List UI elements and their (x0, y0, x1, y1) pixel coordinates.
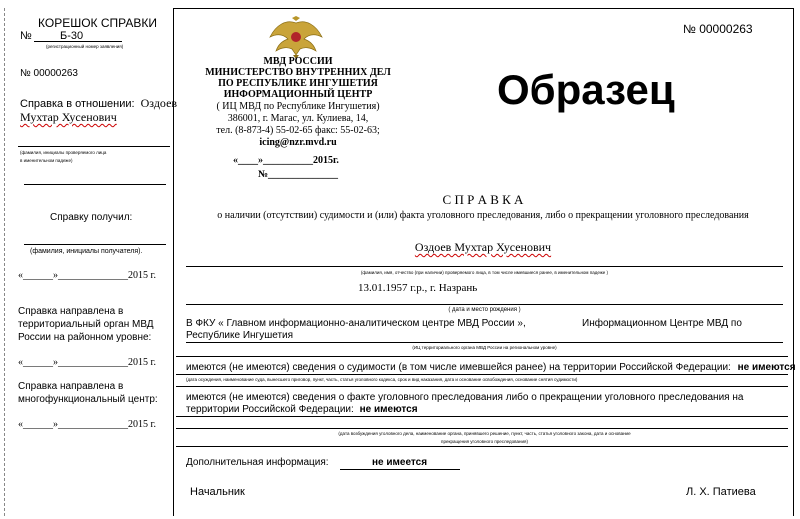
stub-title: КОРЕШОК СПРАВКИ (38, 16, 157, 30)
stub-date-3: «______»______________2015 г. (18, 419, 156, 430)
prosecution-text2 (186, 404, 418, 415)
header-org (190, 56, 406, 100)
eagle-emblem-icon (268, 15, 324, 59)
prosecution-line2 (176, 428, 788, 429)
stub-received-line (24, 244, 166, 245)
additional-line (340, 469, 460, 470)
stub-sent-mfc: Справка направлена в многофункциональный центр: (18, 381, 158, 405)
stub-regarding-line (18, 146, 170, 147)
birth-line (186, 304, 783, 305)
stub-regarding-surname: Оздоев (140, 96, 178, 110)
to-line-a: В ФКУ « Главном информационно-аналитическом центре МВД России », (186, 318, 526, 329)
prosecution-caption2: прекращения уголовного преследования) (441, 439, 528, 444)
header-phones: тел. (8-873-4) 55-02-65 факс: 55-02-63; (216, 125, 380, 136)
stub-regarding-line2 (24, 184, 166, 185)
certificate-title: С П Р А В К А (442, 192, 524, 207)
birth-info: 13.01.1957 г.р., г. Назрань (358, 282, 478, 294)
header-doc-number: № 00000263 (683, 22, 753, 36)
conviction-top-line (176, 356, 788, 357)
stub-regarding-given: Мухтар Хусенович (20, 110, 117, 124)
additional-label: Дополнительная информация: (186, 457, 329, 468)
stub-number-caption: (регистрационный номер заявления) (46, 44, 124, 49)
prosecution-line1 (176, 416, 788, 417)
stub-received-caption: (фамилия, инициалы получателя). (30, 248, 143, 255)
header-org1: МВД РОССИИ (263, 56, 333, 67)
prosecution-value: не имеются (359, 404, 418, 415)
stub-date-2: «______»______________2015 г. (18, 357, 156, 368)
person-name (178, 240, 788, 255)
header-org2: МИНИСТЕРСТВО ВНУТРЕННИХ ДЕЛ (205, 67, 391, 78)
frame-top (173, 8, 794, 9)
prosecution-text1: имеются (не имеются) сведения о факте уголовного преследования либо о прекращении уголовного преследования на (186, 392, 744, 403)
conviction-caption: (дата осуждения, наименование суда, вынесшего приговор, пункт, часть, статья уголовного кодекса, срок и вид наказания, дата и основание освобождения, основание снятия судимости) (186, 377, 578, 382)
person-name-line (186, 266, 783, 267)
conviction-value: не имеются (737, 362, 796, 373)
stub-sent-territorial: Справка направлена в территориальный орган МВД России на районном уровне: (18, 306, 154, 343)
signer-name: Л. Х. Патиева (686, 486, 756, 498)
stub-cut-line (4, 8, 5, 516)
prosecution-text2-label: территории Российской Федерации: (186, 404, 354, 415)
signer-title: Начальник (190, 486, 245, 498)
header-email: icing@nzr.mvd.ru (259, 137, 337, 148)
person-caption: (фамилия, имя, отчество (при наличии) проверяемого лица, в том числе имевшиеся ранее, в именительном падеже ) (360, 270, 609, 275)
birth-caption: ( дата и место рождения ) (448, 307, 521, 313)
stub-regarding-caption1: (фамилия, инициалы проверяемого лица (20, 150, 107, 155)
to-line-b: Информационном Центре МВД по (582, 318, 742, 329)
stub-date-1: «______»______________2015 г. (18, 270, 156, 281)
header-number-line: №______________ (258, 169, 339, 180)
certificate-subtitle: о наличии (отсутствии) судимости и (или) факта уголовного преследования, либо о прекращении уголовного преследования (217, 210, 749, 221)
header-date-line: «____»__________2015г. (233, 155, 339, 166)
conviction-line (176, 374, 788, 375)
prosecution-caption1: (дата возбуждения уголовного дела, наименование органа, принявшего решение, пункт, часть, статья уголовного закона, дата и основание (338, 431, 631, 436)
to-line-c: Республике Ингушетия (186, 330, 294, 341)
stub-regarding-name (20, 110, 117, 125)
header-org5: ( ИЦ МВД по Республике Ингушетия) (216, 101, 380, 112)
watermark-sample: Образец (497, 66, 675, 113)
conviction-bottom-line (176, 386, 788, 387)
frame-right (793, 8, 794, 516)
prosecution-bottom-line (176, 446, 788, 447)
stub-regarding-label-text: Справка в отношении: (20, 98, 135, 110)
person-name-text: Оздоев Мухтар Хусенович (414, 240, 552, 254)
to-caption: (ИЦ территориального органа МВД России на региональном уровне) (412, 345, 557, 350)
stub-number-prefix: № (20, 30, 32, 42)
header-org3: ПО РЕСПУБЛИКЕ ИНГУШЕТИЯ (218, 78, 378, 89)
stub-received-label: Справку получил: (50, 212, 133, 223)
conviction-text (186, 362, 796, 373)
conviction-text-label: имеются (не имеются) сведения о судимости (в том числе имевшейся ранее) на территории Российской Федерации: (186, 362, 731, 373)
stub-divider (173, 8, 174, 516)
header-address: 386001, г. Магас, ул. Кулиева, 14, (227, 113, 369, 124)
header-org4: ИНФОРМАЦИОННЫЙ ЦЕНТР (223, 89, 373, 100)
to-line (186, 342, 783, 343)
stub-number-value: Б-30 (60, 30, 84, 42)
stub-regarding-caption2: в именительном падеже) (20, 158, 73, 163)
header-contacts (190, 101, 406, 149)
stub-doc-number: № 00000263 (20, 68, 78, 79)
additional-value: не имеется (372, 457, 428, 468)
stub-regarding-label (20, 96, 177, 111)
